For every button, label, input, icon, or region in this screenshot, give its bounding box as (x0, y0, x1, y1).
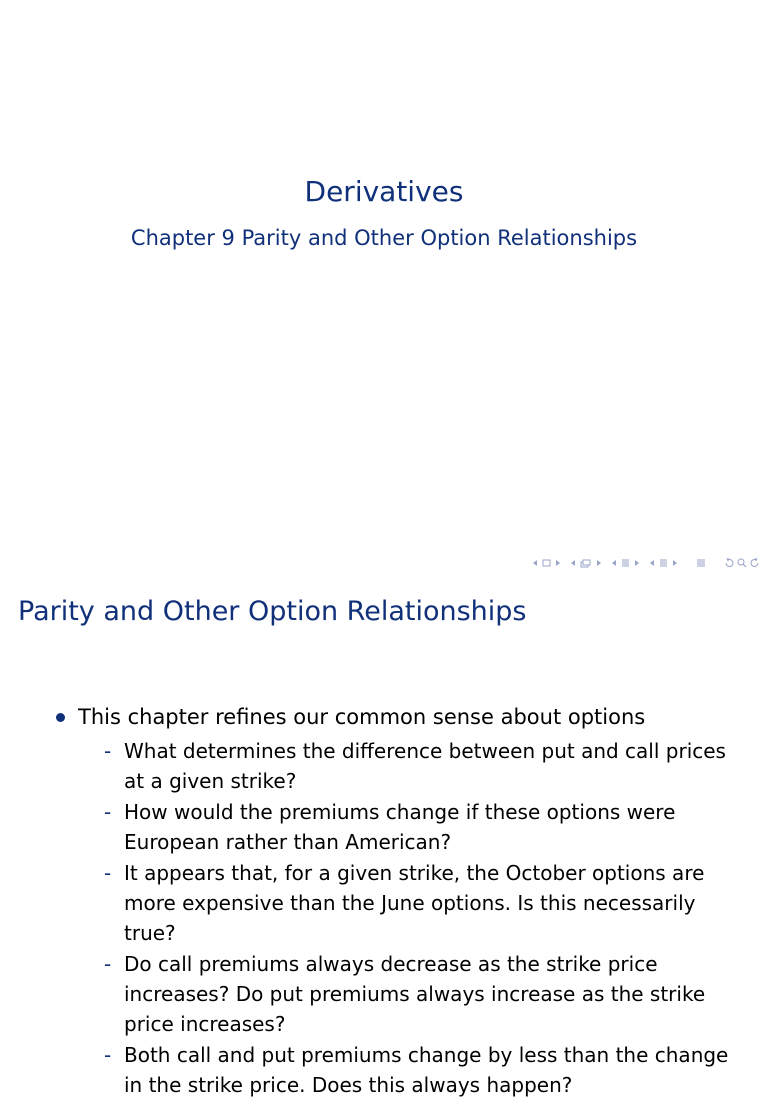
search-icon[interactable] (737, 558, 747, 568)
arrow-left-icon[interactable] (532, 559, 538, 567)
frame-icon[interactable] (542, 559, 551, 567)
back-icon[interactable] (724, 558, 735, 568)
arrow-right-icon[interactable] (555, 559, 561, 567)
frame-title: Parity and Other Option Relationships (18, 596, 527, 627)
subsection-icon[interactable] (580, 559, 592, 568)
beamer-navigation-bar (523, 556, 760, 570)
sub-bullet-text: Both call and put premiums change by less than the change in the strike price. Does this always happen? (124, 1043, 729, 1097)
list-item (0, 858, 736, 948)
forward-icon[interactable] (749, 558, 760, 568)
arrow-left-icon[interactable] (649, 559, 655, 567)
sub-bullet-text: Do call premiums always decrease as the strike price increases? Do put premiums always increase as the strike price increases? (124, 952, 706, 1036)
list-item (0, 797, 736, 857)
nav-tools-group (724, 558, 760, 568)
arrow-right-icon[interactable] (634, 559, 640, 567)
arrow-left-icon[interactable] (570, 559, 576, 567)
nav-align-group (696, 558, 706, 568)
list-item (0, 702, 738, 732)
arrow-right-icon[interactable] (672, 559, 678, 567)
dash-marker-icon: - (104, 800, 112, 824)
list-item (0, 1040, 736, 1100)
dash-marker-icon: - (104, 861, 112, 885)
dash-marker-icon: - (104, 952, 112, 976)
nav-presentation-group (649, 558, 678, 568)
nav-section-group (611, 558, 640, 568)
sub-bullet-text: It appears that, for a given strike, the October options are more expensive than the June options. Is this necessarily true? (124, 861, 705, 945)
sub-bullet-text: What determines the difference between put and call prices at a given strike? (124, 739, 726, 793)
presentation-subtitle: Chapter 9 Parity and Other Option Relationships (130, 226, 638, 250)
bullet-list (0, 702, 768, 1101)
align-icon[interactable] (696, 558, 706, 568)
section-icon[interactable] (621, 558, 630, 568)
bullet-marker-icon (56, 713, 65, 722)
content-slide (0, 576, 768, 1097)
section-icon[interactable] (659, 558, 668, 568)
arrow-left-icon[interactable] (611, 559, 617, 567)
arrow-right-icon[interactable] (596, 559, 602, 567)
nav-frame-group (532, 559, 561, 567)
dash-marker-icon: - (104, 739, 112, 763)
sub-bullet-text: How would the premiums change if these options were European rather than American? (124, 800, 676, 854)
presentation-title: Derivatives (304, 175, 464, 208)
dash-marker-icon: - (104, 1043, 112, 1067)
bullet-text: This chapter refines our common sense about options (78, 705, 646, 729)
list-item (0, 949, 736, 1039)
nav-subsection-group (570, 559, 602, 568)
sub-bullet-list (0, 736, 768, 1100)
list-item (0, 736, 736, 796)
